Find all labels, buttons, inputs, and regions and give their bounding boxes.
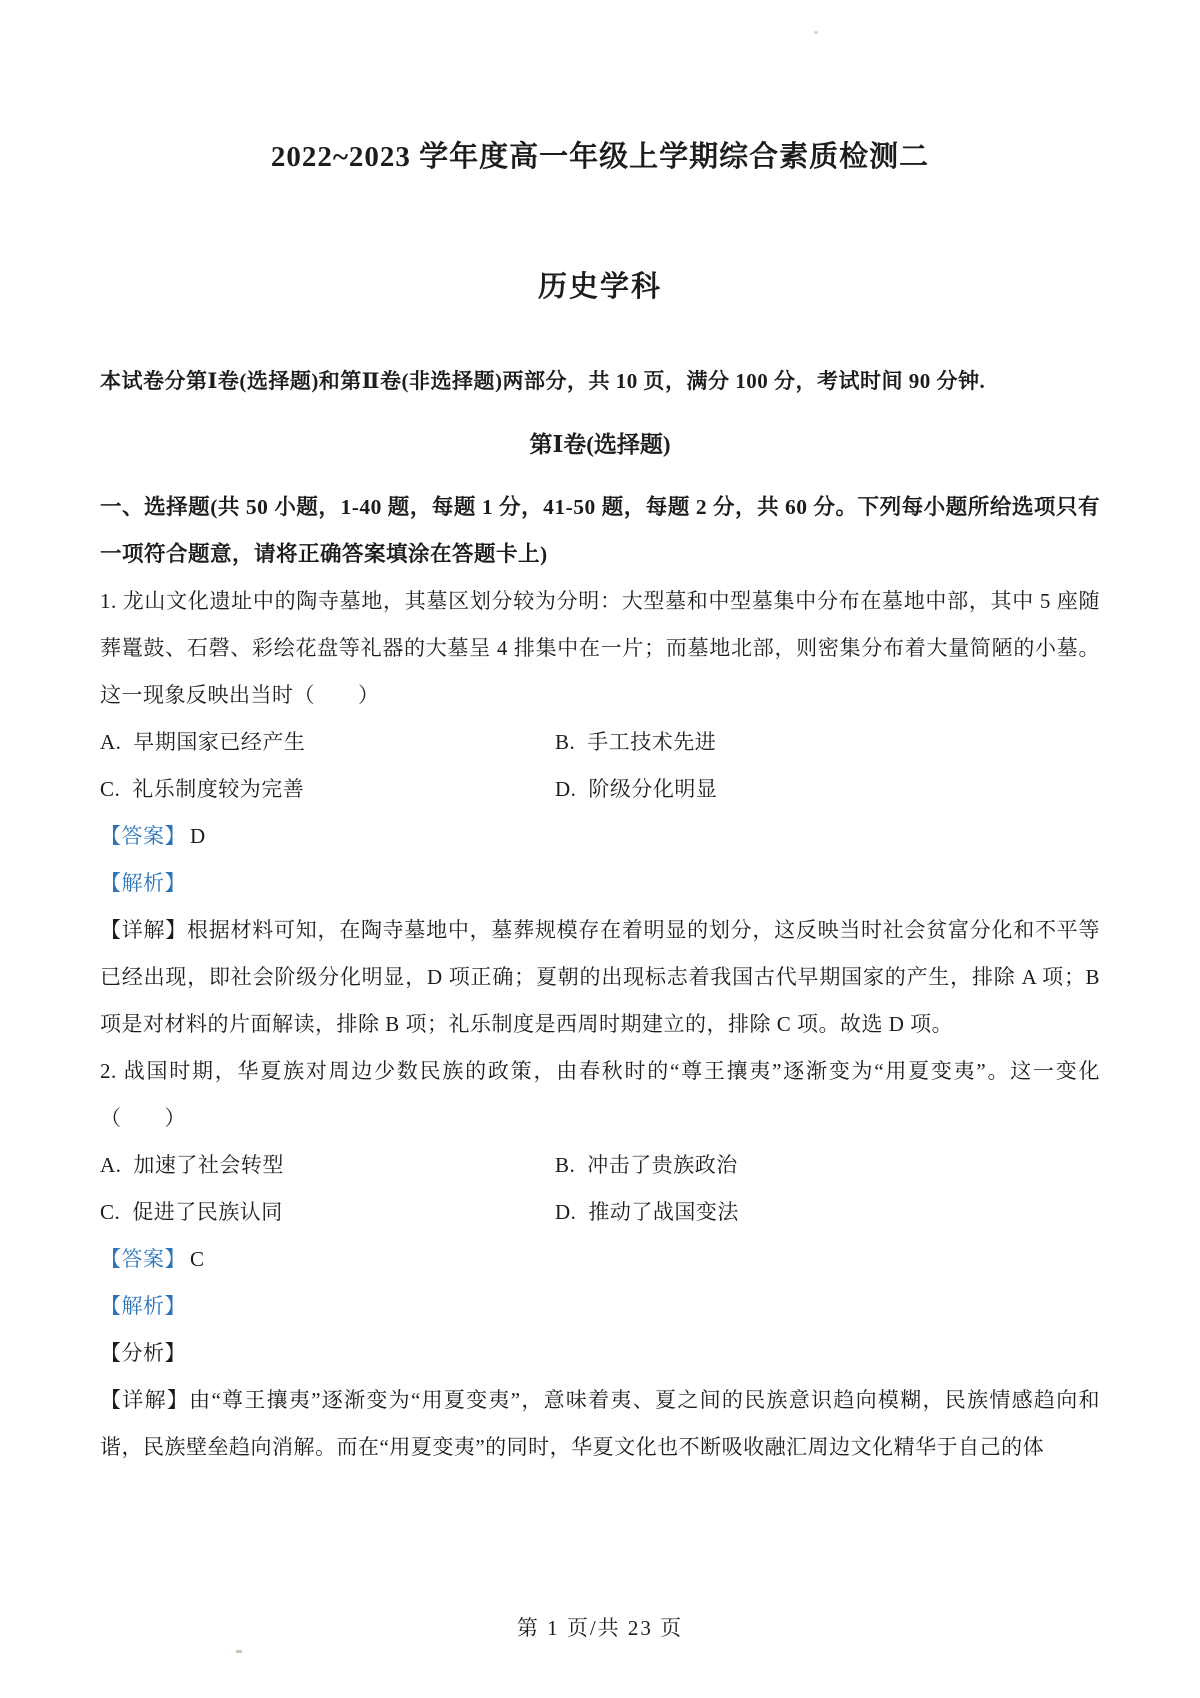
analysis-label: 【解析】 [100,1294,186,1318]
part1-heading: 第Ⅰ卷(选择题) [529,432,671,457]
exam-title: 2022~2023 学年度高一年级上学期综合素质检测二 [270,141,930,173]
detail-text: 由“尊王攘夷”逐渐变为“用夏变夷”，意味着夷、夏之间的民族意识趋向模糊，民族情感趋向和谐，民族壁垒趋向消解。而在“用夏变夷”的同时，华夏文化也不断吸收融汇周边文化精华于自己的体 [100,1388,1101,1459]
scan-artifact [236,1650,242,1653]
question-2-option-b [555,1142,1100,1189]
question-2-stem: 2. 战国时期，华夏族对周边少数民族的政策，由春秋时的“尊王攘夷”逐渐变为“用夏变夷”。这一变化（ ） [100,1059,1100,1130]
answer-value: C [190,1247,205,1271]
option-text: 阶级分化明显 [588,777,718,801]
option-key: C. [100,777,121,801]
question-1-analysis-line [100,860,1100,907]
detail-label: 【详解】 [100,1388,190,1412]
analysis-label: 【解析】 [100,871,186,895]
question-1-detail [100,907,1100,1048]
section1-intro: 一、选择题(共 50 小题，1-40 题，每题 1 分，41-50 题，每题 2 分，共 60 分。下列每小题所给选项只有一项符合题意，请将正确答案填涂在答题卡上) [100,495,1100,566]
question-1-option-d [555,766,1100,813]
question-2-detail [100,1377,1100,1471]
question-2-options [100,1142,1100,1236]
question-1-stem: 1. 龙山文化遗址中的陶寺墓地，其墓区划分较为分明：大型墓和中型墓集中分布在墓地中部，其中 5 座随葬鼍鼓、石磬、彩绘花盘等礼器的大墓呈 4 排集中在一片；而墓地北部，则密集分布着大量简陋的小墓。这一现象反映出当时（ ） [100,589,1100,707]
question-1-answer-line [100,813,1100,860]
option-text: 早期国家已经产生 [133,730,306,754]
answer-value: D [190,824,206,848]
question-1-options [100,719,1100,813]
question-2-option-a [100,1142,555,1189]
document-content [100,0,1100,1471]
question-2-option-c [100,1189,555,1236]
option-key: B. [555,1153,576,1177]
question-2-option-d [555,1189,1100,1236]
page-number-footer: 第 1 页/共 23 页 [516,1616,684,1640]
option-key: A. [100,1153,122,1177]
detail-label: 【详解】 [100,918,187,942]
answer-label: 【答案】 [100,1247,186,1271]
option-text: 促进了民族认同 [132,1200,283,1224]
answer-label: 【答案】 [100,824,186,848]
option-key: C. [100,1200,121,1224]
option-key: A. [100,730,122,754]
detail-text: 根据材料可知，在陶寺墓地中，墓葬规模存在着明显的划分，这反映当时社会贫富分化和不平等已经出现，即社会阶级分化明显，D 项正确；夏朝的出现标志着我国古代早期国家的产生，排除 A 项；B 项是对材料的片面解读，排除 B 项；礼乐制度是西周时期建立的，排除 C 项。故选 D 项。 [100,918,1101,1036]
question-2-analysis-line [100,1283,1100,1330]
option-key: D. [555,777,577,801]
question-1-option-c [100,766,555,813]
review-label: 【分析】 [100,1341,186,1365]
question-2-answer-line [100,1236,1100,1283]
question-1-option-b [555,719,1100,766]
question-1-option-a [100,719,555,766]
option-text: 推动了战国变法 [588,1200,739,1224]
option-text: 礼乐制度较为完善 [132,777,305,801]
exam-subject: 历史学科 [537,271,662,303]
option-text: 冲击了贵族政治 [587,1153,738,1177]
exam-info: 本试卷分第Ⅰ卷(选择题)和第Ⅱ卷(非选择题)两部分，共 10 页，满分 100 分，考试时间 90 分钟. [100,369,986,393]
option-key: D. [555,1200,577,1224]
question-2-review-line [100,1330,1100,1377]
option-key: B. [555,730,576,754]
option-text: 手工技术先进 [587,730,717,754]
option-text: 加速了社会转型 [133,1153,284,1177]
